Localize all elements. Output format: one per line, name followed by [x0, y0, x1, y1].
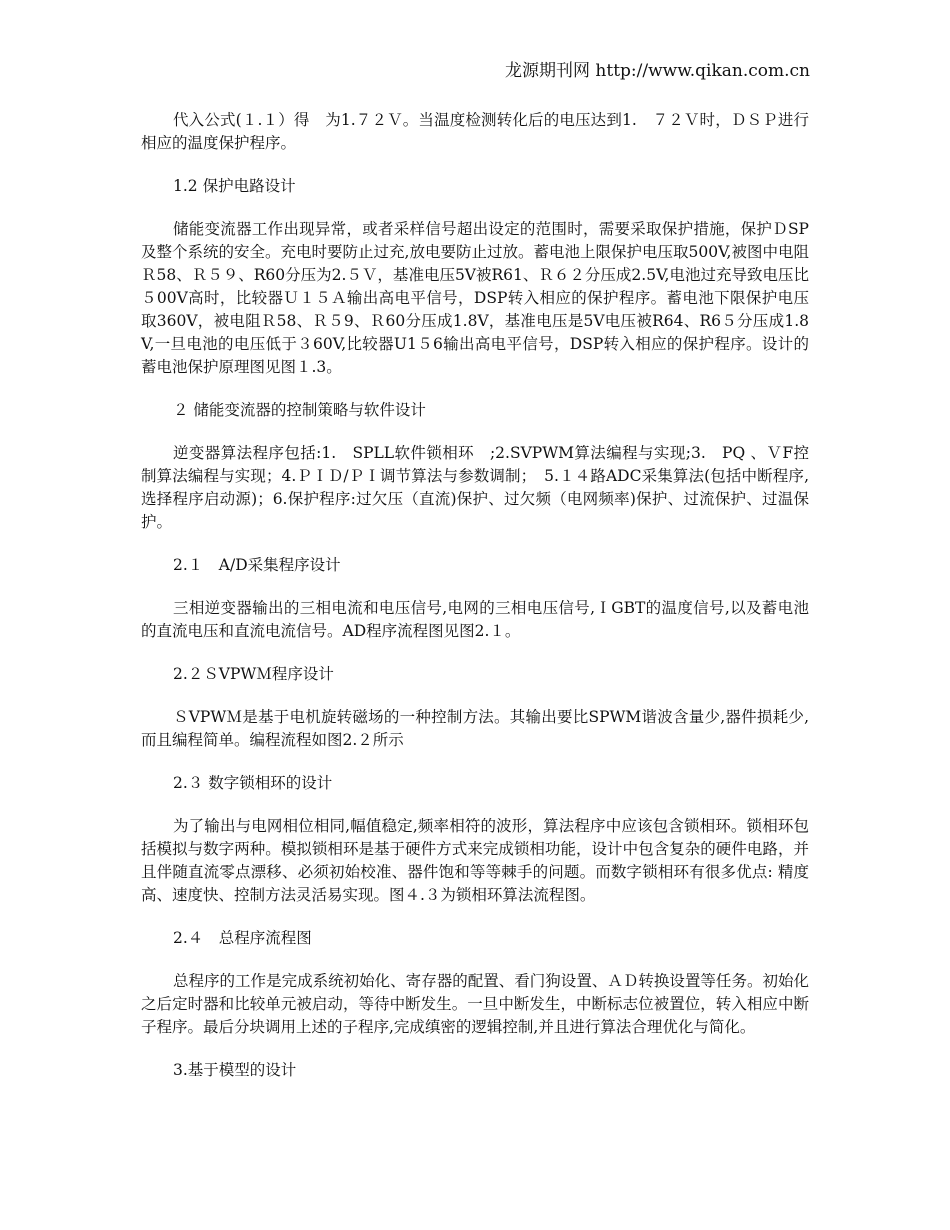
paragraph-svpwm: ＳVPWＭ是基于电机旋转磁场的一种控制方法。其输出要比SPWM谐波含量少,器件损耗少,而且编程简单。编程流程如图2.２所示: [141, 708, 809, 749]
section-heading-1-2: 1.2 保护电路设计: [173, 177, 296, 195]
paragraph-inverter-algorithms: 逆变器算法程序包括:1. SPLL软件锁相环 ;2.SVPWM算法编程与实现;3. PQ 、ＶF控制算法编程与实现；4.ＰＩＤ/ＰＩ调节算法与参数调制； 5.１４路ADC采集算法(包括中断程序,选择程序启动源)；6.保护程序:过欠压（直流)保护、过欠频（电网频率)保护、过流保护、过温保护。: [141, 444, 809, 531]
section-heading-2-2: 2.２ＳVPWＭ程序设计: [173, 665, 334, 683]
section-heading-2: ２ 储能变流器的控制策略与软件设计: [173, 401, 426, 419]
section-heading-2-4: 2.４ 总程序流程图: [173, 929, 312, 947]
paragraph-protection-circuit: 储能变流器工作出现异常，或者采样信号超出设定的范围时，需要采取保护措施，保护ＤSP及整个系统的安全。充电时要防止过充,放电要防止过放。蓄电池上限保护电压取500V,被图中电阻Ｒ58、Ｒ５９、R60分压为2.５Ｖ，基准电压5V被R61、Ｒ６２分压成2.5V,电池过充导致电压比５00V高时，比较器Ｕ１５Ａ输出高电平信号，DSP转入相应的保护程序。蓄电池下限保护电压取360V，被电阻Ｒ58、Ｒ５9、Ｒ60分压成1.8V，基准电压是5V电压被R64、R6５分压成1.8V,一旦电池的电压低于３60V,比较器U1５6输出高电平信号，DSP转入相应的保护程序。设计的蓄电池保护原理图见图１.3。: [141, 220, 809, 376]
paragraph-temperature-protection: 代入公式(１.１）得 为1.７２Ｖ。当温度检测转化后的电压达到1. ７２Ｖ时，ＤＳＰ进行相应的温度保护程序。: [141, 111, 809, 152]
paragraph-main-program: 总程序的工作是完成系统初始化、寄存器的配置、看门狗设置、ＡＤ转换设置等任务。初始化之后定时器和比较单元被启动，等待中断发生。一旦中断发生，中断标志位被置位，转入相应中断子程序。最后分块调用上述的子程序,完成缜密的逻辑控制,并且进行算法合理优化与简化。: [141, 972, 809, 1036]
section-heading-2-1: 2.１ A/D采集程序设计: [173, 556, 341, 574]
journal-header: 龙源期刊网 http://www.qikan.com.cn: [505, 61, 810, 81]
section-heading-2-3: 2.３ 数字锁相环的设计: [173, 774, 333, 792]
article-body: [141, 109, 809, 1102]
paragraph-ad-sampling: 三相逆变器输出的三相电流和电压信号,电网的三相电压信号,ＩGBT的温度信号,以及蓄电池的直流电压和直流电流信号。AD程序流程图见图2.１。: [141, 599, 809, 640]
paragraph-pll: 为了输出与电网相位相同,幅值稳定,频率相符的波形，算法程序中应该包含锁相环。锁相环包括模拟与数字两种。模拟锁相环是基于硬件方式来完成锁相功能，设计中包含复杂的硬件电路，并且伴随直流零点漂移、必须初始校准、器件饱和等等棘手的问题。而数字锁相环有很多优点: 精度高、速度快、控制方法灵活易实现。图４.３为锁相环算法流程图。: [141, 817, 809, 904]
section-heading-3: 3.基于模型的设计: [173, 1061, 297, 1079]
